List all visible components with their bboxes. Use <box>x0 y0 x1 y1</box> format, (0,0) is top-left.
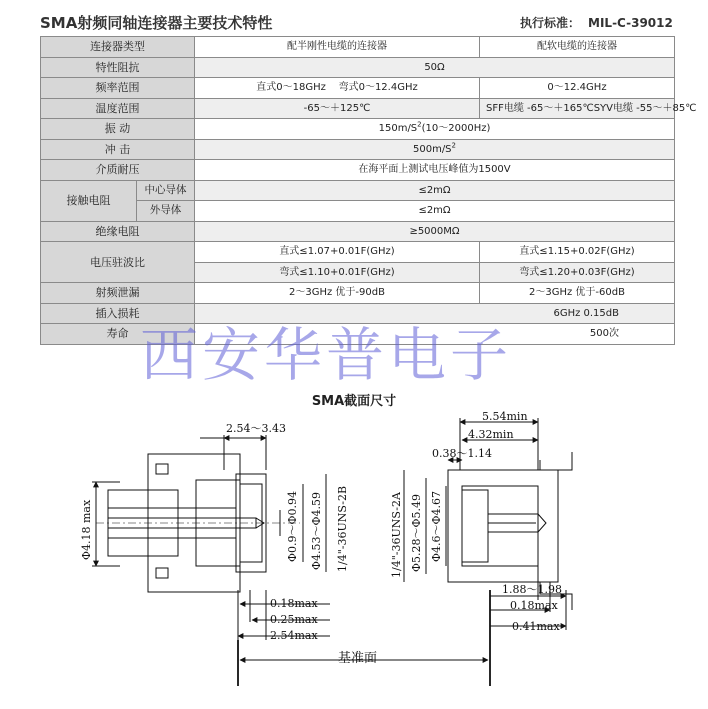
dim-1.88-1.98: 1.88～1.98 <box>502 583 562 596</box>
dim-4.6-4.67: Φ4.6～Φ4.67 <box>430 490 443 562</box>
standard-value: MIL-C-39012 <box>588 16 673 30</box>
standard-label: 执行标准： <box>520 16 581 30</box>
section-title: SMA截面尺寸 <box>311 394 397 409</box>
row-label: 介质耐压 <box>41 160 195 181</box>
cell-flexible: 2～3GHz 优于-60dB <box>480 283 675 304</box>
reference-plane-label: 基准面 <box>338 651 378 666</box>
cell-value: 6GHz 0.15dB <box>195 303 675 324</box>
cell-semi-rigid: 直式≤1.07+0.01F(GHz) <box>195 242 480 263</box>
dim-0.25max: 0.25max <box>270 613 318 626</box>
row-label: 频率范围 <box>41 78 195 99</box>
right-dim-bottom <box>490 566 566 633</box>
dim-thread-2b: 1/4"-36UNS-2B <box>336 485 349 572</box>
dim-0.18max: 0.18max <box>510 599 558 612</box>
document-title: SMA射频同轴连接器主要技术特性 <box>40 14 273 32</box>
dim-4.32min: 4.32min <box>468 428 514 441</box>
row-label: 冲 击 <box>41 139 195 160</box>
vibration-base: 150m/S <box>378 123 418 135</box>
freq-straight: 直式0～18GHz <box>256 82 326 94</box>
row-label: 绝缘电阻 <box>41 221 195 242</box>
dim-5.28-5.49: Φ5.28～Φ5.49 <box>410 493 423 572</box>
right-dim-verticals <box>390 470 446 582</box>
left-dim-top <box>200 422 286 470</box>
dim-2.54-3.43: 2.54～3.43 <box>226 422 286 435</box>
cell-semi-rigid: 2～3GHz 优于-90dB <box>195 283 480 304</box>
cell-value: ≥5000MΩ <box>195 221 675 242</box>
temp-syv: SYV电缆 -55～＋85℃ <box>593 102 697 114</box>
row-label: 温度范围 <box>41 98 195 119</box>
cell-value: 在海平面上测试电压峰值为1500V <box>195 160 675 181</box>
freq-bent: 弯式0～12.4GHz <box>338 82 418 94</box>
shock-exp: 2 <box>451 141 456 150</box>
dim-0.9-0.94: Φ0.9～Φ0.94 <box>286 490 299 562</box>
left-dim-side <box>80 482 120 566</box>
cell-flexible: 直式≤1.15+0.02F(GHz) <box>480 242 675 263</box>
row-label: 特性阻抗 <box>41 57 195 78</box>
vibration-exp: 2 <box>417 120 422 129</box>
cell-value: 500次 <box>195 324 675 345</box>
sub-label-outer: 外导体 <box>137 201 195 222</box>
cell-flexible: 配软电缆的连接器 <box>480 37 675 58</box>
temp-sff: SFF电缆 -65～＋165℃ <box>486 102 594 114</box>
sub-label-inner: 中心导体 <box>137 180 195 201</box>
dim-4.53-4.59: Φ4.53～Φ4.59 <box>310 491 323 570</box>
row-label: 寿命 <box>41 324 195 345</box>
cell-value: ≤2mΩ <box>195 201 675 222</box>
left-dim-verticals <box>280 474 349 572</box>
row-label: 振 动 <box>41 119 195 140</box>
cell-flexible: 0～12.4GHz <box>480 78 675 99</box>
left-connector-drawing <box>80 422 349 642</box>
left-center-pin <box>96 508 300 538</box>
right-connector-drawing <box>390 410 572 633</box>
left-dim-bottom <box>238 590 330 642</box>
dim-0.18max: 0.18max <box>270 597 318 610</box>
dim-thread-2a: 1/4"-36UNS-2A <box>390 492 403 578</box>
dim-4.18: Φ4.18 max <box>80 499 93 560</box>
dim-0.41max: 0.41max <box>512 620 560 633</box>
dim-0.38-1.14: 0.38～1.14 <box>432 447 492 460</box>
watermark-text: 西安华普电子 <box>140 321 513 389</box>
dim-2.54max: 2.54max <box>270 629 318 642</box>
shock-base: 500m/S <box>412 143 452 155</box>
row-label: 插入损耗 <box>41 303 195 324</box>
row-label: 电压驻波比 <box>41 242 195 283</box>
row-label: 连接器类型 <box>41 37 195 58</box>
cell-value: 50Ω <box>195 57 675 78</box>
row-label: 接触电阻 <box>41 180 137 221</box>
cell-value: ≤2mΩ <box>195 180 675 201</box>
cell-semi-rigid: 弯式≤1.10+0.01F(GHz) <box>195 262 480 283</box>
dim-5.54min: 5.54min <box>482 410 528 423</box>
cell-flexible: 弯式≤1.20+0.03F(GHz) <box>480 262 675 283</box>
cell-semi-rigid: 配半刚性电缆的连接器 <box>195 37 480 58</box>
vibration-range: (10～2000Hz) <box>421 123 491 135</box>
row-label: 射频泄漏 <box>41 283 195 304</box>
right-dim-top <box>432 410 538 470</box>
cell-semi-rigid: -65～＋125℃ <box>195 98 480 119</box>
right-center-pin <box>488 514 546 532</box>
